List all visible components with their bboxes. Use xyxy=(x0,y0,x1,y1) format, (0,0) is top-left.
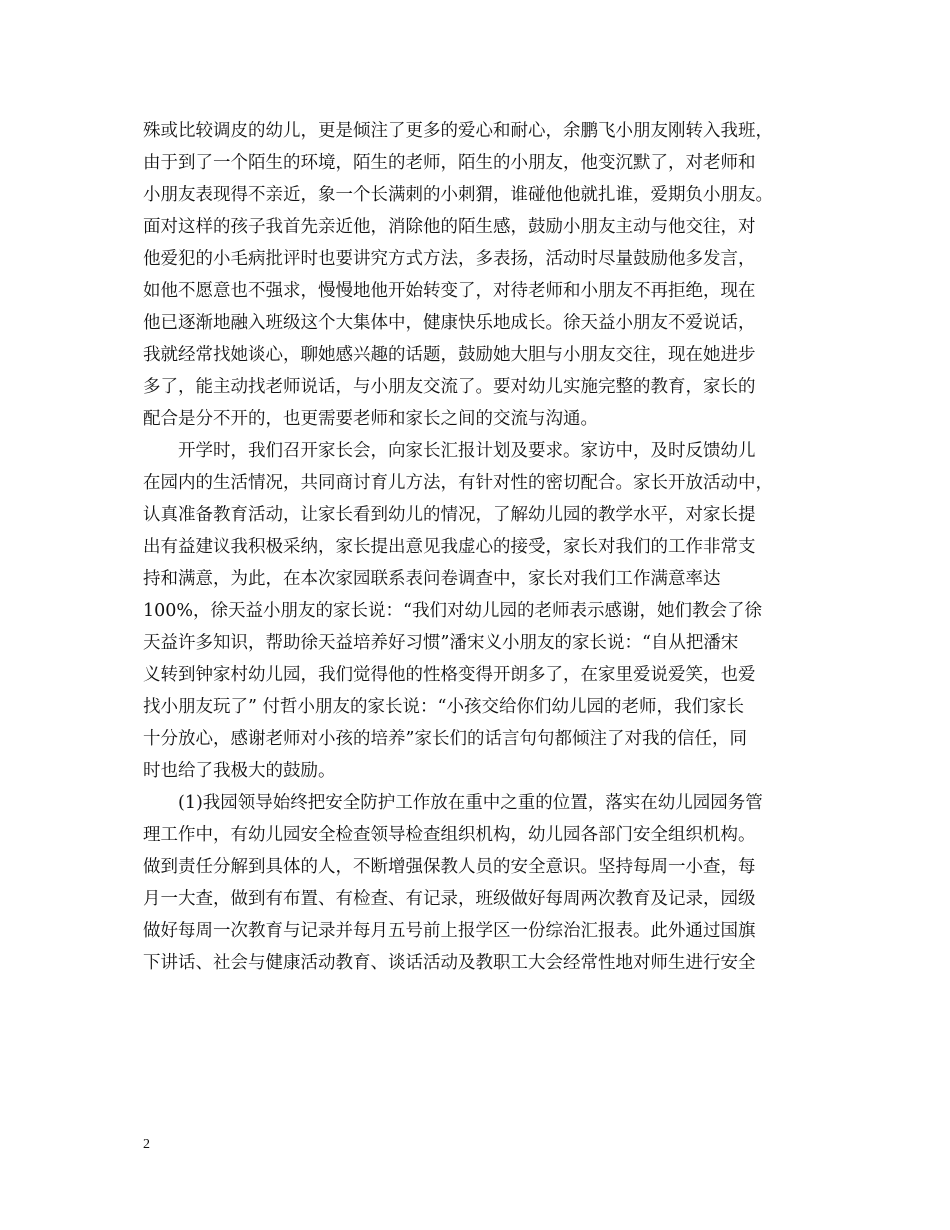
text-line: 由于到了一个陌生的环境，陌生的老师，陌生的小朋友，他变沉默了，对老师和 xyxy=(143,153,756,173)
text-line: 做到责任分解到具体的人，不断增强保教人员的安全意识。坚持每周一小查，每 xyxy=(143,857,756,877)
text-line: 小朋友表现得不亲近，象一个长满刺的小刺猬，谁碰他他就扎谁，爱期负小朋友。 xyxy=(143,185,773,205)
text-line: 多了，能主动找老师说话，与小朋友交流了。要对幼儿实施完整的教育，家长的 xyxy=(143,377,756,397)
page-number: 2 xyxy=(143,1137,150,1152)
text-line: 下讲话、社会与健康活动教育、谈话活动及教职工大会经常性地对师生进行安全 xyxy=(143,953,756,973)
text-line: 他爱犯的小毛病批评时也要讲究方式方法，多表扬，活动时尽量鼓励他多发言， xyxy=(143,249,756,269)
text-line: 在园内的生活情况，共同商讨育儿方法，有针对性的密切配合。家长开放活动中， xyxy=(143,473,773,493)
text-line: 天益许多知识，帮助徐天益培养好习惯”潘宋义小朋友的家长说：“自从把潘宋 xyxy=(143,633,739,653)
text-line: 如他不愿意也不强求，慢慢地他开始转变了，对待老师和小朋友不再拒绝，现在 xyxy=(143,281,756,301)
text-line: 殊或比较调皮的幼儿，更是倾注了更多的爱心和耐心，余鹏飞小朋友刚转入我班， xyxy=(143,121,773,141)
text-line: 出有益建议我积极采纳，家长提出意见我虚心的接受，家长对我们的工作非常支 xyxy=(143,537,756,557)
paragraph-start-line: 开学时，我们召开家长会，向家长汇报计划及要求。家访中，及时反馈幼儿 xyxy=(178,441,756,461)
text-line: 理工作中，有幼儿园安全检查领导检查组织机构，幼儿园各部门安全组织机构。 xyxy=(143,825,756,845)
text-line: 时也给了我极大的鼓励。 xyxy=(143,761,336,781)
text-line: 做好每周一次教育与记录并每月五号前上报学区一份综治汇报表。此外通过国旗 xyxy=(143,921,756,941)
text-line: 找小朋友玩了” 付哲小朋友的家长说：“小孩交给你们幼儿园的老师，我们家长 xyxy=(143,697,744,717)
paragraph-start-line: (1)我园领导始终把安全防护工作放在重中之重的位置，落实在幼儿园园务管 xyxy=(178,793,763,813)
text-line: 持和满意，为此，在本次家园联系表问卷调查中，家长对我们工作满意率达 xyxy=(143,569,721,589)
text-line: 十分放心，感谢老师对小孩的培养”家长们的话言句句都倾注了对我的信任，同 xyxy=(143,729,747,749)
text-line: 我就经常找她谈心，聊她感兴趣的话题，鼓励她大胆与小朋友交往，现在她进步 xyxy=(143,345,756,365)
text-line: 100%，徐天益小朋友的家长说：“我们对幼儿园的老师表示感谢，她们教会了徐 xyxy=(143,601,762,621)
text-line: 义转到钟家村幼儿园，我们觉得他的性格变得开朗多了，在家里爱说爱笑，也爱 xyxy=(143,665,756,685)
text-line: 认真准备教育活动，让家长看到幼儿的情况，了解幼儿园的教学水平，对家长提 xyxy=(143,505,756,525)
text-line: 面对这样的孩子我首先亲近他，消除他的陌生感，鼓励小朋友主动与他交往，对 xyxy=(143,217,756,237)
text-line: 配合是分不开的，也更需要老师和家长之间的交流与沟通。 xyxy=(143,409,598,429)
body-text xyxy=(143,115,823,979)
text-line: 月一大查，做到有布置、有检查、有记录，班级做好每周两次教育及记录，园级 xyxy=(143,889,756,909)
text-line: 他已逐渐地融入班级这个大集体中，健康快乐地成长。徐天益小朋友不爱说话， xyxy=(143,313,756,333)
